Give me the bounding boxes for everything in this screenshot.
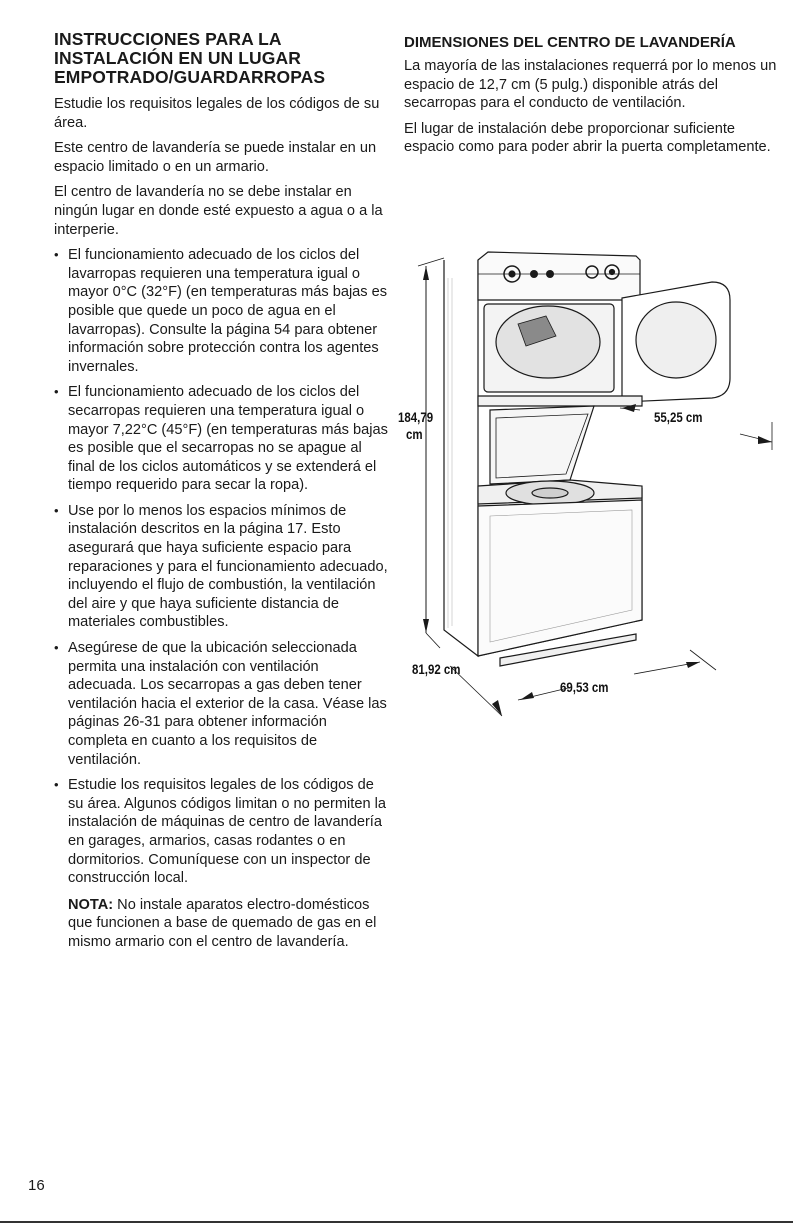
height-dimension-value: 184,79: [398, 409, 434, 425]
page-number: 16: [28, 1177, 45, 1194]
closet-installation-title: INSTRUCCIONES PARA LA INSTALACIÓN EN UN LUGAR EMPOTRADO/GUARDARROPAS: [54, 29, 326, 87]
left-column: [54, 30, 390, 952]
list-item: • Use por lo menos los espacios mínimos de instalación descritos en la página 17. Esto asegurará que haya suficiente espacio para reparaciones y para el funcionamiento adecuado, incluyendo el flujo de combustión, la ventilación del aire y que haya suficiente distancia de materiales combustibles.: [54, 502, 390, 632]
note: [68, 896, 390, 952]
dimensions-paragraph-1: La mayoría de las instalaciones requerrá por lo menos un espacio de 12,7 cm (5 pulg.) disponible atrás del secarropas para el conducto de ventilación.: [404, 58, 777, 112]
laundry-center-figure: [400, 238, 793, 718]
intro-paragraph-2: Este centro de lavandería se puede instalar en un espacio limitado o en un armario.: [54, 140, 377, 175]
width-dimension-label: 81,92 cm: [412, 661, 461, 677]
intro-paragraph-1: Estudie los requisitos legales de los códigos de su área.: [54, 96, 380, 131]
note-label: NOTA:: [68, 896, 114, 913]
depth-dimension-label: 55,25 cm: [654, 409, 703, 425]
right-column: [404, 34, 786, 164]
dimensions-title: DIMENSIONES DEL CENTRO DE LAVANDERÍA: [404, 34, 736, 51]
requirements-list: [54, 246, 390, 888]
height-dimension-unit: cm: [406, 426, 423, 442]
dimensions-paragraph-2: El lugar de instalación debe proporcionar suficiente espacio como para poder abrir la puerta completamente.: [404, 120, 771, 156]
laundry-center-illustration: [400, 238, 793, 718]
depth-with-door-dimension-label: 69,53 cm: [560, 679, 609, 695]
list-item: • El funcionamiento adecuado de los ciclos del lavarropas requieren una temperatura igual o mayor 0°C (32°F) (en temperaturas más bajas es posible que quede un poco de agua en el lavarropas). Consulte la página 54 para obtener información sobre protección contra los agentes invernales.: [54, 246, 390, 376]
intro-paragraph-3: El centro de lavandería no se debe instalar en ningún lugar en donde esté expuesto a agua o a la interperie.: [54, 184, 383, 238]
list-item: • Asegúrese de que la ubicación seleccionada permita una instalación con ventilación adecuada. Los secarropas a gas deben tener ventilación hacia el exterior de la casa. Véase las páginas 26-31 para obtener información completa en cuanto a los requisitos de ventilación.: [54, 639, 390, 769]
bottom-rule: [0, 1221, 793, 1223]
note-text: No instale aparatos electro-domésticos que funcionen a base de quemado de gas en el mismo armario con el centro de lavandería.: [68, 896, 377, 950]
list-item: • El funcionamiento adecuado de los ciclos del secarropas requieren una temperatura igual o mayor 7,22°C (45°F) (en temperaturas más bajas es posible que el secarropas no se apague al final de los ciclos automáticos y se extenderá el tiempo requerido para secar la ropa).: [54, 383, 390, 495]
list-item: • Estudie los requisitos legales de los códigos de su área. Algunos códigos limitan o no permiten la instalación de máquinas de centro de lavandería en garages, armarios, casas rodantes o en dormitorios. Comuníquese con un inspector de construcción local.: [54, 776, 390, 888]
